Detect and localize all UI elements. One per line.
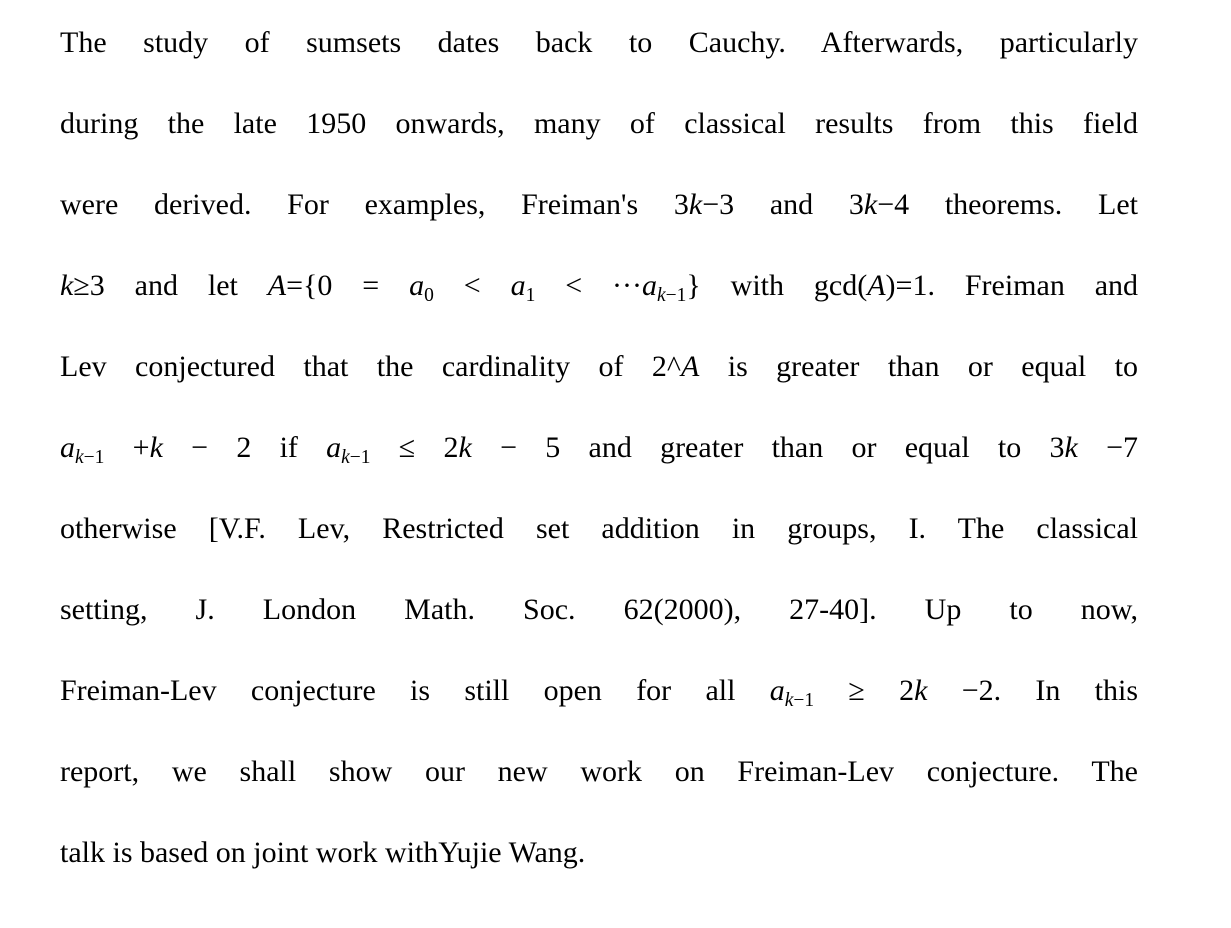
text-run: ≥ 2: [814, 674, 915, 707]
math-run: A: [867, 269, 886, 302]
math-run: k: [688, 188, 703, 221]
text-line: [60, 407, 1138, 488]
text-run: −2. In this: [927, 674, 1138, 707]
text-run: setting, J. London Math. Soc. 62(2000), 27-40]. Up to now,: [60, 593, 1138, 626]
text-run: } with gcd(: [686, 269, 868, 302]
text-line: [60, 326, 1138, 407]
abstract-paragraph: [60, 2, 1138, 893]
text-run: − 5 and greater than or equal to 3: [471, 431, 1065, 464]
text-line: [60, 650, 1138, 731]
text-run: otherwise [V.F. Lev, Restricted set addition in groups, I. The classical: [60, 512, 1138, 545]
text-run: talk is based on joint work withYujie Wang.: [60, 836, 586, 869]
math-run: k: [149, 431, 163, 464]
math-run: −1: [349, 446, 371, 468]
text-run: −7: [1077, 431, 1139, 464]
text-run: during the late 1950 onwards, many of classical results from this field: [60, 107, 1138, 140]
text-run: +: [104, 431, 150, 464]
text-run: <: [433, 269, 511, 302]
text-line: [60, 245, 1138, 326]
text-run: − 2 if: [162, 431, 327, 464]
math-run: k: [75, 446, 84, 468]
text-run: Lev conjectured that the cardinality of 2^: [60, 350, 681, 383]
math-run: k: [458, 431, 472, 464]
math-run: 0: [424, 284, 434, 306]
math-run: a: [60, 431, 75, 464]
text-line: [60, 164, 1138, 245]
text-run: ={0 =: [286, 269, 410, 302]
math-run: k: [914, 674, 928, 707]
math-run: k: [1064, 431, 1078, 464]
math-run: k: [784, 689, 794, 711]
math-run: k: [60, 269, 74, 302]
math-run: A: [681, 350, 700, 383]
math-run: −1: [665, 284, 687, 306]
math-run: −1: [83, 446, 105, 468]
text-run: were derived. For examples, Freiman's 3: [60, 188, 689, 221]
text-run: report, we shall show our new work on Freiman-Lev conjecture. The: [60, 755, 1138, 788]
math-run: k: [863, 188, 878, 221]
text-line: [60, 83, 1138, 164]
text-run: −3 and 3: [702, 188, 864, 221]
math-run: a: [510, 269, 526, 302]
text-run: )=1. Freiman and: [885, 269, 1139, 302]
math-run: k: [656, 284, 666, 306]
text-run: is greater than or equal to: [699, 350, 1138, 383]
text-run: ≥3 and let: [73, 269, 268, 302]
math-run: −1: [793, 689, 815, 711]
text-line: [60, 488, 1138, 569]
text-run: ≤ 2: [370, 431, 459, 464]
text-run: Freiman-Lev conjecture is still open for all: [60, 674, 770, 707]
text-run: < ···: [535, 269, 642, 302]
math-run: a: [769, 674, 785, 707]
text-run: −4 theorems. Let: [877, 188, 1138, 221]
text-run: The study of sumsets dates back to Cauchy. Afterwards, particularly: [60, 26, 1138, 59]
math-run: a: [641, 269, 657, 302]
math-run: 1: [525, 284, 536, 306]
math-run: a: [409, 269, 425, 302]
math-run: k: [341, 446, 350, 468]
math-run: A: [267, 269, 287, 302]
math-run: a: [326, 431, 342, 464]
text-line: [60, 2, 1138, 83]
text-line: [60, 812, 1138, 893]
text-line: [60, 569, 1138, 650]
text-line: [60, 731, 1138, 812]
